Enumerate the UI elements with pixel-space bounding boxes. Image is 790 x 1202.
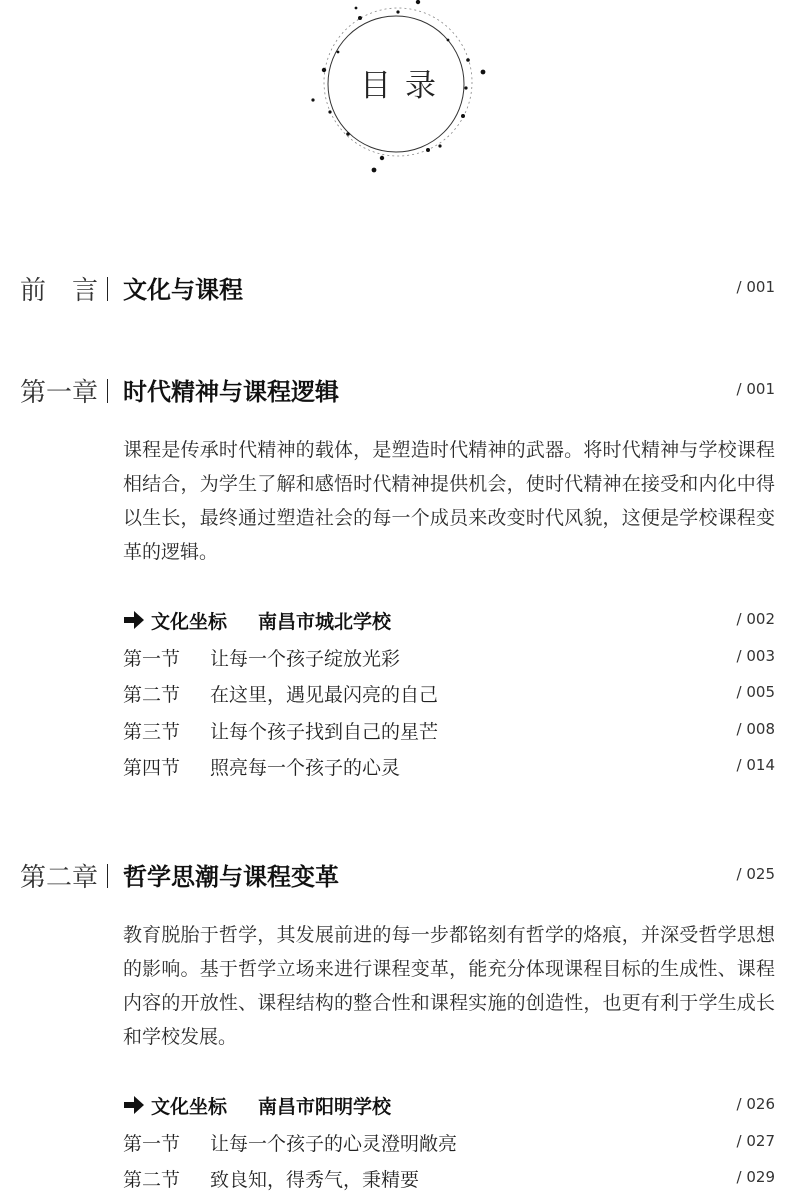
section-title: 照亮每一个孩子的心灵 [210, 757, 401, 779]
section-number: 第四节 [123, 757, 181, 779]
toc-section[interactable] [0, 753, 790, 783]
section-number: 第一节 [123, 648, 181, 670]
section-number: 第二节 [123, 684, 181, 706]
vertical-divider [107, 277, 108, 301]
section-number: 第二节 [123, 1169, 181, 1191]
toc-title-badge [308, 0, 488, 175]
section-title: 致良知，得秀气，秉精要 [210, 1169, 420, 1191]
coordinate-school: 南昌市阳明学校 [258, 1096, 392, 1118]
section-title: 让每一个孩子的心灵澄明敞亮 [210, 1133, 458, 1155]
entry-page-number: / 029 [736, 1168, 775, 1186]
toc-section[interactable] [0, 717, 790, 747]
toc-entry-cultural-coordinate[interactable] [0, 1092, 790, 1122]
section-title: 让每个孩子找到自己的星芒 [210, 721, 439, 743]
section-title: 让每一个孩子绽放光彩 [210, 648, 401, 670]
coordinate-school: 南昌市城北学校 [258, 611, 392, 633]
entry-page-number: / 001 [736, 278, 775, 296]
chapter-summary: 教育脱胎于哲学，其发展前进的每一步都铭刻有哲学的烙痕，并深受哲学思想的影响。基于哲学立场来进行课程变革，能充分体现课程目标的生成性、课程内容的开放性、课程结构的整合性和课程实施的创造性，也更有利于学生成长和学校发展。 [123, 924, 775, 1048]
entry-page-number: / 008 [736, 720, 775, 738]
coordinate-tag: 文化坐标 [151, 1096, 228, 1118]
toc-entry-chapter-1[interactable] [0, 372, 790, 412]
coordinate-tag: 文化坐标 [151, 611, 228, 633]
entry-heading: 哲学思潮与课程变革 [123, 863, 339, 891]
page-title: 目录 [360, 68, 450, 104]
entry-page-number: / 027 [736, 1132, 775, 1150]
toc-section[interactable] [0, 1165, 790, 1195]
entry-heading: 文化与课程 [123, 276, 243, 304]
vertical-divider [107, 379, 108, 403]
entry-label: 第二章 [20, 863, 99, 893]
toc-section[interactable] [0, 680, 790, 710]
entry-label: 前 言 [20, 276, 99, 306]
entry-page-number: / 003 [736, 647, 775, 665]
entry-page-number: / 005 [736, 683, 775, 701]
entry-label: 第一章 [20, 378, 99, 408]
section-number: 第一节 [123, 1133, 181, 1155]
section-number: 第三节 [123, 721, 181, 743]
section-title: 在这里，遇见最闪亮的自己 [210, 684, 439, 706]
entry-page-number: / 025 [736, 865, 775, 883]
arrow-right-icon [123, 1095, 145, 1115]
toc-entry-cultural-coordinate[interactable] [0, 607, 790, 637]
entry-page-number: / 026 [736, 1095, 775, 1113]
entry-page-number: / 001 [736, 380, 775, 398]
arrow-right-icon [123, 610, 145, 630]
toc-section[interactable] [0, 644, 790, 674]
vertical-divider [107, 864, 108, 888]
entry-page-number: / 014 [736, 756, 775, 774]
chapter-summary: 课程是传承时代精神的载体，是塑造时代精神的武器。将时代精神与学校课程相结合，为学生了解和感悟时代精神提供机会，使时代精神在接受和内化中得以生长，最终通过塑造社会的每一个成员来改变时代风貌，这便是学校课程变革的逻辑。 [123, 439, 775, 563]
toc-entry-chapter-2[interactable] [0, 857, 790, 897]
toc-section[interactable] [0, 1129, 790, 1159]
entry-heading: 时代精神与课程逻辑 [123, 378, 339, 406]
toc-entry-preface[interactable] [0, 270, 790, 310]
entry-page-number: / 002 [736, 610, 775, 628]
